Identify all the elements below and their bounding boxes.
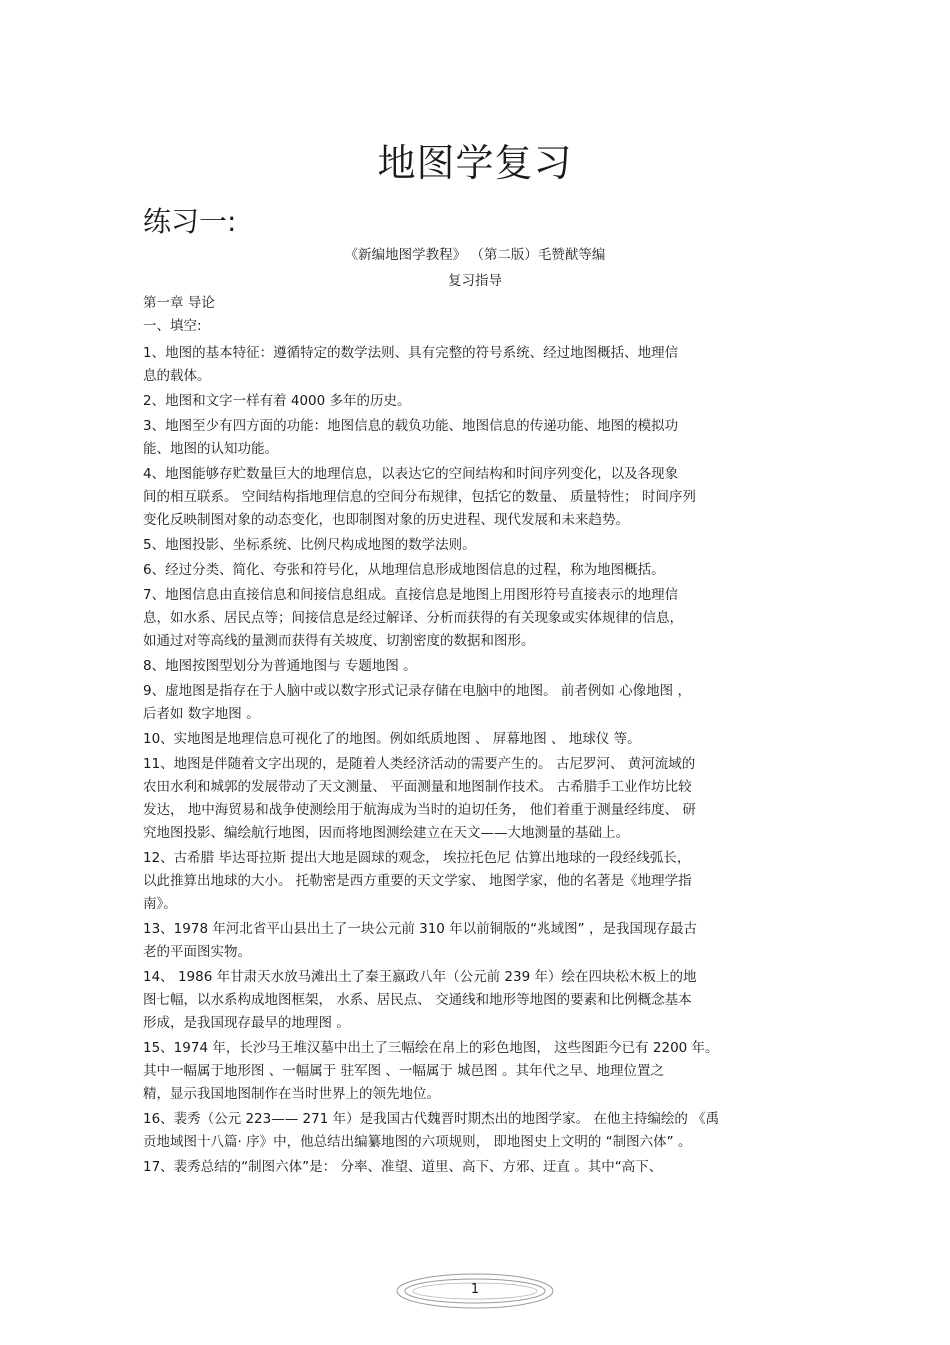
item-4-line-2: 间的相互联系。 空间结构指地理信息的空间分布规律，包括它的数量、 质量特性； 时间序列: [143, 489, 696, 505]
item-17: 17、裴秀总结的“制图六体”是： 分率、准望、道里、高下、方邪、迂直 。其中“高下、: [143, 1159, 663, 1175]
item-13-line-1: 13、1978 年河北省平山县出土了一块公元前 310 年以前铜版的“兆域图” ，是我国现存最古: [143, 921, 697, 937]
page-title: 地图学复习: [377, 141, 573, 185]
item-4-line-1: 4、地图能够存贮数量巨大的地理信息，以表达它的空间结构和时间序列变化，以及各现象: [143, 466, 679, 482]
item-15-line-1: 15、1974 年，长沙马王堆汉墓中出土了三幅绘在帛上的彩色地图， 这些图距今已有 2200 年。: [143, 1040, 719, 1056]
item-16-line-1: 16、裴秀（公元 223—— 271 年）是我国古代魏晋时期杰出的地图学家。 在他主持编绘的 《禹: [143, 1111, 720, 1127]
item-4-line-3: 变化反映制图对象的动态变化，也即制图对象的历史进程、现代发展和未来趋势。: [143, 512, 629, 528]
book-reference: 《新编地图学教程》 （第二版）毛赞猷等编: [344, 247, 606, 263]
page-number: 1: [470, 1282, 480, 1297]
exercise-heading: 练习一:: [143, 205, 237, 238]
item-11-line-1: 11、地图是伴随着文字出现的，是随着人类经济活动的需要产生的。 古尼罗河、 黄河流域的: [143, 756, 696, 772]
item-15-line-3: 精，显示我国地图制作在当时世界上的领先地位。: [143, 1086, 440, 1102]
item-1-line-2: 息的载体。: [143, 368, 211, 384]
item-7-line-3: 如通过对等高线的量测而获得有关坡度、切割密度的数据和图形。: [143, 633, 535, 649]
item-11-line-2: 农田水利和城郭的发展带动了天文测量、 平面测量和地图制作技术。 古希腊手工业作坊比较: [143, 779, 692, 795]
item-14-line-2: 图七幅，以水系构成地图框架， 水系、居民点、 交通线和地形等地图的要素和比例概念基本: [143, 992, 692, 1008]
section-heading: 一、填空:: [143, 318, 202, 334]
item-14-line-1: 14、 1986 年甘肃天水放马滩出土了秦王嬴政八年（公元前 239 年）绘在四块松木板上的地: [143, 969, 697, 985]
item-2: 2、地图和文字一样有着 4000 多年的历史。: [143, 393, 411, 409]
item-7-line-1: 7、地图信息由直接信息和间接信息组成。直接信息是地图上用图形符号直接表示的地理信: [143, 587, 679, 603]
item-8: 8、地图按图型划分为普通地图与 专题地图 。: [143, 658, 417, 674]
item-13-line-2: 老的平面图实物。: [143, 944, 251, 960]
item-11-line-4: 究地图投影、编绘航行地图，因而将地图测绘建立在天文——大地测量的基础上。: [143, 825, 629, 841]
item-6: 6、经过分类、简化、夸张和符号化，从地理信息形成地图信息的过程，称为地图概括。: [143, 562, 665, 578]
item-15-line-2: 其中一幅属于地形图 、一幅属于 驻军图 、一幅属于 城邑图 。其年代之早、地理位置之: [143, 1063, 664, 1079]
item-11-line-3: 发达， 地中海贸易和战争使测绘用于航海成为当时的迫切任务， 他们着重于测量经纬度、 研: [143, 802, 696, 818]
item-3-line-1: 3、地图至少有四方面的功能：地图信息的载负功能、地图信息的传递功能、地图的模拟功: [143, 418, 679, 434]
item-9-line-2: 后者如 数字地图 。: [143, 706, 260, 722]
item-14-line-3: 形成，是我国现存最早的地理图 。: [143, 1015, 350, 1031]
item-12-line-1: 12、古希腊 毕达哥拉斯 提出大地是圆球的观念， 埃拉托色尼 估算出地球的一段经线弧长，: [143, 850, 691, 866]
item-16-line-2: 贡地域图十八篇· 序》中，他总结出编纂地图的六项规则， 即地图史上文明的 “制图六体” 。: [143, 1134, 692, 1150]
item-10: 10、实地图是地理信息可视化了的地图。例如纸质地图 、 屏幕地图 、 地球仪 等。: [143, 731, 641, 747]
item-12-line-3: 南》。: [143, 896, 177, 912]
item-3-line-2: 能、地图的认知功能。: [143, 441, 278, 457]
item-9-line-1: 9、虚地图是指存在于人脑中或以数字形式记录存储在电脑中的地图。 前者例如 心像地图 ，: [143, 683, 691, 699]
item-1-line-1: 1、地图的基本特征：遵循特定的数学法则、具有完整的符号系统、经过地图概括、地理信: [143, 345, 679, 361]
item-7-line-2: 息，如水系、居民点等；间接信息是经过解译、分析而获得的有关现象或实体规律的信息，: [143, 610, 683, 626]
document-body: [143, 292, 807, 1179]
chapter-heading: 第一章 导论: [143, 295, 215, 311]
guide-heading: 复习指导: [448, 273, 502, 289]
item-5: 5、地图投影、坐标系统、比例尺构成地图的数学法则。: [143, 537, 476, 553]
page-footer: [395, 1272, 555, 1310]
item-12-line-2: 以此推算出地球的大小。 托勒密是西方重要的天文学家、 地图学家，他的名著是《地理学指: [143, 873, 692, 889]
